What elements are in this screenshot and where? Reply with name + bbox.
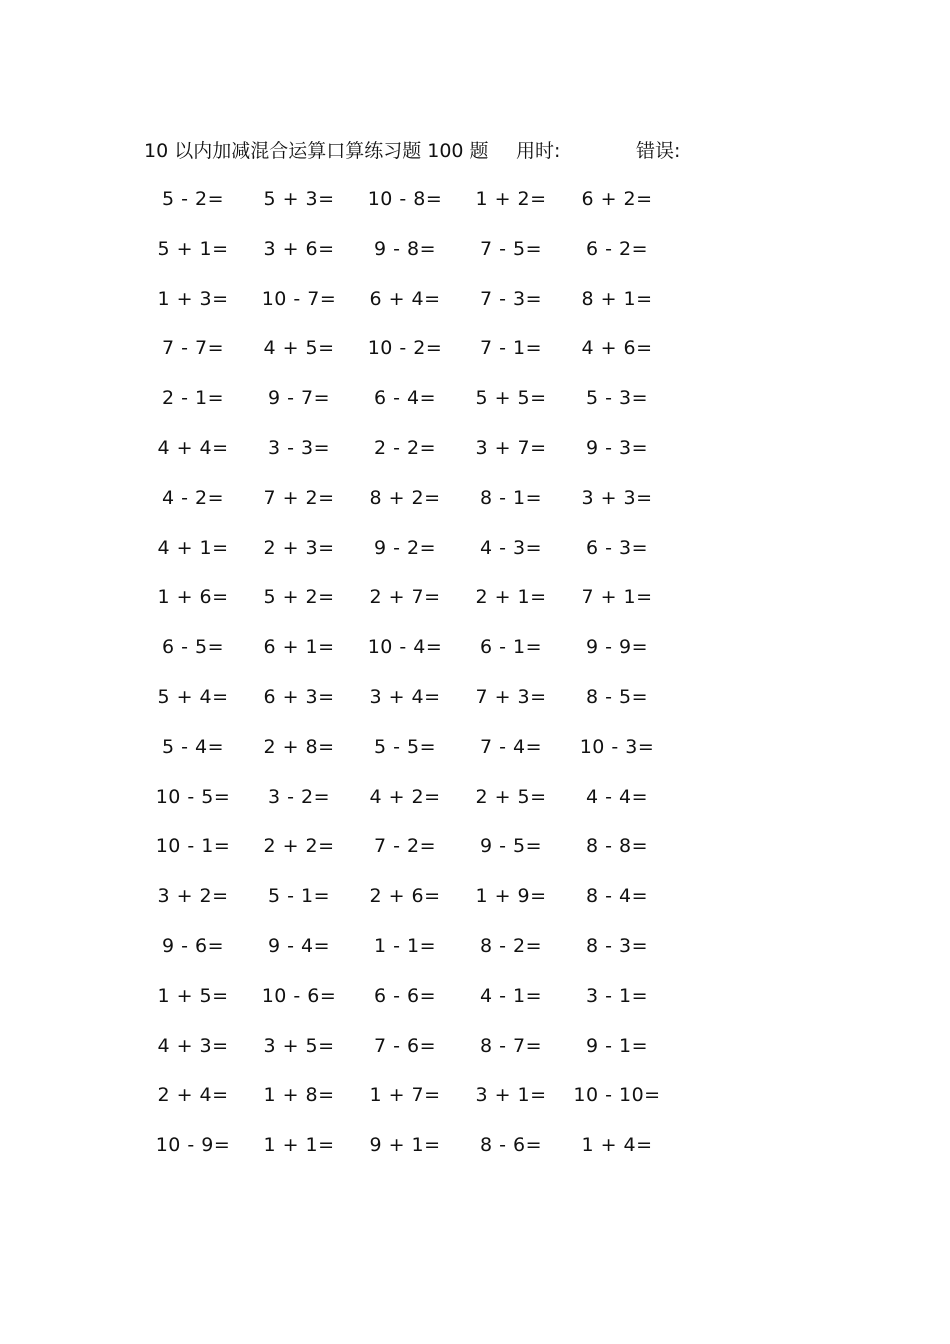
math-problem: 3 - 3= [267,436,331,459]
math-problem: 7 + 1= [581,586,653,609]
math-problem: 7 + 2= [263,486,335,509]
math-problem: 6 - 4= [373,387,437,410]
math-problem: 2 + 3= [263,536,335,559]
math-problem: 1 + 2= [475,188,547,210]
math-problem: 8 - 8= [585,835,649,858]
math-problem: 10 - 2= [367,337,443,360]
math-problem: 9 - 6= [161,934,225,957]
math-problem: 3 + 5= [263,1034,335,1057]
math-problem: 4 + 4= [157,436,229,459]
math-problem: 5 + 4= [157,685,229,708]
worksheet-title: 10 以内加减混合运算口算练习题 100 题 [144,140,489,162]
math-problem: 4 - 3= [479,536,543,559]
math-problem: 3 - 2= [267,785,331,808]
math-problem: 8 - 5= [585,685,649,708]
math-problem: 1 - 1= [373,934,437,957]
math-problem: 1 + 1= [263,1134,335,1157]
math-problem: 7 - 6= [373,1034,437,1057]
math-problem: 8 + 2= [369,486,441,509]
math-problem: 2 - 1= [161,387,225,410]
math-problem: 3 + 7= [475,436,547,459]
math-problem: 10 - 1= [155,835,231,858]
math-problem: 3 + 2= [157,885,229,908]
math-problem: 10 - 7= [261,287,337,310]
math-problem: 6 - 1= [479,636,543,659]
math-problem: 9 - 7= [267,387,331,410]
math-problem: 8 - 1= [479,486,543,509]
math-problem: 8 - 6= [479,1134,543,1157]
math-problem: 3 + 1= [475,1084,547,1107]
math-problem: 10 - 6= [261,984,337,1007]
math-problem: 7 - 4= [479,735,543,758]
math-problem: 1 + 5= [157,984,229,1007]
math-problem: 3 - 1= [585,984,649,1007]
math-problem: 5 - 1= [267,885,331,908]
math-problem: 9 - 1= [585,1034,649,1057]
math-problem: 1 + 3= [157,287,229,310]
math-problem: 1 + 4= [581,1134,653,1157]
math-problem: 10 - 3= [579,735,655,758]
math-problem: 5 - 3= [585,387,649,410]
math-problem: 6 - 3= [585,536,649,559]
math-problem: 10 - 10= [573,1084,661,1107]
math-problem: 6 - 5= [161,636,225,659]
math-problem: 2 + 2= [263,835,335,858]
math-problem: 4 - 4= [585,785,649,808]
math-problem: 2 + 5= [475,785,547,808]
math-problem: 10 - 5= [155,785,231,808]
math-problem: 2 + 1= [475,586,547,609]
math-problem: 7 - 1= [479,337,543,360]
math-problem: 5 + 5= [475,387,547,410]
math-problem: 10 - 9= [155,1134,231,1157]
math-problem: 4 + 3= [157,1034,229,1057]
math-problem: 8 + 1= [581,287,653,310]
math-problem: 6 + 4= [369,287,441,310]
problem-grid [140,184,670,1180]
math-problem: 9 - 3= [585,436,649,459]
math-problem: 2 + 6= [369,885,441,908]
math-problem: 8 - 7= [479,1034,543,1057]
math-problem: 5 + 3= [263,188,335,210]
math-problem: 9 - 8= [373,237,437,260]
math-problem: 9 - 2= [373,536,437,559]
math-problem: 4 + 2= [369,785,441,808]
math-problem: 10 - 4= [367,636,443,659]
math-problem: 4 + 6= [581,337,653,360]
math-problem: 9 - 4= [267,934,331,957]
math-problem: 4 + 1= [157,536,229,559]
math-problem: 5 + 2= [263,586,335,609]
math-problem: 5 - 5= [373,735,437,758]
math-problem: 5 + 1= [157,237,229,260]
math-problem: 6 - 6= [373,984,437,1007]
math-problem: 5 - 4= [161,735,225,758]
math-problem: 9 + 1= [369,1134,441,1157]
math-problem: 2 - 2= [373,436,437,459]
math-problem: 9 - 5= [479,835,543,858]
math-problem: 9 - 9= [585,636,649,659]
math-problem: 6 + 1= [263,636,335,659]
math-problem: 8 - 2= [479,934,543,957]
math-problem: 4 - 1= [479,984,543,1007]
math-problem: 6 + 2= [581,188,653,210]
math-problem: 6 + 3= [263,685,335,708]
math-problem: 2 + 8= [263,735,335,758]
math-problem: 3 + 3= [581,486,653,509]
math-problem: 3 + 4= [369,685,441,708]
time-label: 用时: [516,140,561,162]
error-label: 错误: [636,140,681,162]
math-problem: 7 - 3= [479,287,543,310]
math-problem: 8 - 4= [585,885,649,908]
math-problem: 6 - 2= [585,237,649,260]
math-problem: 1 + 7= [369,1084,441,1107]
math-problem: 2 + 7= [369,586,441,609]
math-problem: 1 + 9= [475,885,547,908]
math-problem: 10 - 8= [367,188,443,210]
math-problem: 8 - 3= [585,934,649,957]
math-problem: 7 - 2= [373,835,437,858]
math-problem: 3 + 6= [263,237,335,260]
math-problem: 4 - 2= [161,486,225,509]
math-problem: 7 - 7= [161,337,225,360]
math-problem: 7 - 5= [479,237,543,260]
math-problem: 4 + 5= [263,337,335,360]
math-problem: 1 + 6= [157,586,229,609]
math-problem: 5 - 2= [161,188,225,210]
math-problem: 1 + 8= [263,1084,335,1107]
math-problem: 7 + 3= [475,685,547,708]
math-problem: 2 + 4= [157,1084,229,1107]
